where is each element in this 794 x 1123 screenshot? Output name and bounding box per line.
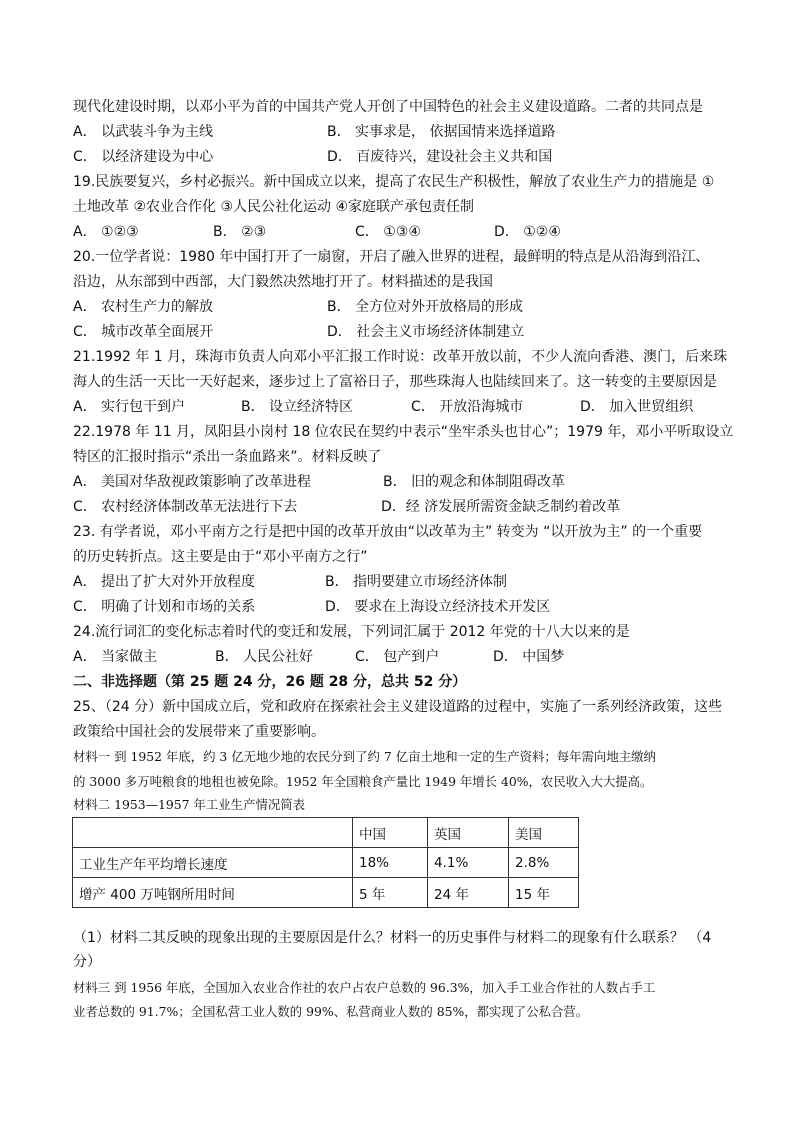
q21-option-a: A． 实行包干到户 [73,399,186,415]
q25-stem-line2: 政策给中国社会的发展带来了重要影响。 [73,724,325,740]
q20-option-a: A． 农村生产力的解放 [73,299,214,315]
q25-sub1-line2: 分） [73,954,101,970]
table-header-row [73,818,579,848]
q24-stem: 24.流行词汇的变化标志着时代的变迁和发展，下列词汇属于 2012 年党的十八大以来的是 [73,624,630,640]
table-header-cell: 中国 [353,818,428,848]
q20-option-d: D． 社会主义市场经济体制建立 [327,324,525,340]
q21-stem-line1: 21.1992 年 1 月，珠海市负责人向邓小平汇报工作时说：改革开放以前，不少人流向香港、澳门，后来珠 [73,349,728,365]
q22-option-b: B． 旧的观念和体制阻碍改革 [383,474,566,490]
q24-option-d: D． 中国梦 [493,649,565,665]
q22-option-a: A． 美国对华敌视政策影响了改革进程 [73,474,312,490]
material3-line1: 材料三 到 1956 年底，全国加入农业合作社的农户占农户总数的 96.3%，加入手工业合作社的人数占手工 [73,980,656,995]
q18-stem: 现代化建设时期，以邓小平为首的中国共产党人开创了中国特色的社会主义建设道路。二者的共同点是 [73,99,703,115]
q21-option-c: C． 开放沿海城市 [411,399,524,415]
table-row [73,848,579,878]
table-header-cell: 美国 [509,818,579,848]
q18-option-c: C． 以经济建设为中心 [73,149,214,165]
table-cell: 增产 400 万吨钢所用时间 [73,878,353,908]
material3-line2: 业者总数的 91.7%；全国私营工业人数的 99%、私营商业人数的 85%，都实现了公私合营。 [73,1004,589,1019]
q20-option-c: C． 城市改革全面展开 [73,324,214,340]
table-cell: 18% [353,848,428,878]
material1-line2: 的 3000 多万吨粮食的地租也被免除。1952 年全国粮食产量比 1949 年增长 40%，农民收入大大提高。 [73,774,653,789]
section-heading: 二、非选择题（第 25 题 24 分，26 题 28 分，总共 52 分） [73,674,467,690]
table-cell: 4.1% [428,848,509,878]
q19-option-b: B． ②③ [213,224,267,240]
industry-table [72,817,579,908]
q18-option-d: D． 百废待兴，建设社会主义共和国 [327,149,553,165]
q23-stem-line2: 的历史转折点。这主要是由于“邓小平南方之行” [73,549,368,565]
q19-option-c: C． ①③④ [355,224,421,240]
q25-sub1-line1: （1）材料二其反映的现象出现的主要原因是什么？材料一的历史事件与材料二的现象有什么联系？ （4 [73,930,712,946]
table-cell: 工业生产年平均增长速度 [73,848,353,878]
q21-stem-line2: 海人的生活一天比一天好起来，逐步过上了富裕日子，那些珠海人也陆续回来了。这一转变的主要原因是 [73,374,717,390]
q23-option-a: A． 提出了扩大对外开放程度 [73,574,256,590]
q20-stem-line1: 20.一位学者说：1980 年中国打开了一扇窗，开启了融入世界的进程，最鲜明的特点是从沿海到沿江、 [73,249,710,265]
q22-stem-line1: 22.1978 年 11 月，凤阳县小岗村 18 位农民在契约中表示“坐牢杀头也甘心”；1979 年，邓小平听取设立 [73,424,734,440]
table-row [73,878,579,908]
q23-option-b: B． 指明要建立市场经济体制 [325,574,508,590]
q23-stem-line1: 23. 有学者说，邓小平南方之行是把中国的改革开放由“以改革为主” 转变为 “以开放为主” 的一个重要 [73,524,703,540]
q25-stem-line1: 25、（24 分）新中国成立后，党和政府在探索社会主义建设道路的过程中，实施了一系列经济政策，这些 [73,699,723,715]
q18-option-a: A． 以武装斗争为主线 [73,124,214,140]
q24-option-c: C． 包产到户 [355,649,440,665]
table-cell: 2.8% [509,848,579,878]
table-header-cell: 英国 [428,818,509,848]
q24-option-a: A． 当家做主 [73,649,158,665]
q22-option-c: C． 农村经济体制改革无法进行下去 [73,499,298,515]
q21-option-b: B． 设立经济特区 [241,399,354,415]
table-cell: 24 年 [428,878,509,908]
q19-option-a: A． ①②③ [73,224,139,240]
q19-stem-line1: 19.民族要复兴，乡村必振兴。新中国成立以来，提高了农民生产积极性，解放了农业生产力的措施是 ① [73,174,715,190]
table-cell: 5 年 [353,878,428,908]
material2-title: 材料二 1953—1957 年工业生产情况简表 [73,797,306,812]
q21-option-d: D． 加入世贸组织 [580,399,694,415]
q22-stem-line2: 特区的汇报时指示“杀出一条血路来”。材料反映了 [73,449,382,465]
q19-option-d: D． ①②④ [494,224,561,240]
q23-option-c: C． 明确了计划和市场的关系 [73,599,256,615]
q24-option-b: B． 人民公社好 [215,649,314,665]
material1-line1: 材料一 到 1952 年底，约 3 亿无地少地的农民分到了约 7 亿亩土地和一定的生产资料；每年需向地主缴纳 [73,749,656,764]
q23-option-d: D． 要求在上海设立经济技术开发区 [325,599,551,615]
q20-stem-line2: 沿边，从东部到中西部，大门毅然决然地打开了。材料描述的是我国 [73,274,493,290]
q19-stem-line2: 土地改革 ②农业合作化 ③人民公社化运动 ④家庭联产承包责任制 [73,199,475,215]
q22-option-d: D．经 济发展所需资金缺乏制约着改革 [381,499,621,515]
q20-option-b: B． 全方位对外开放格局的形成 [327,299,524,315]
table-cell: 15 年 [509,878,579,908]
q18-option-b: B． 实事求是， 依据国情来选择道路 [327,124,556,140]
table-header-cell [73,818,353,848]
